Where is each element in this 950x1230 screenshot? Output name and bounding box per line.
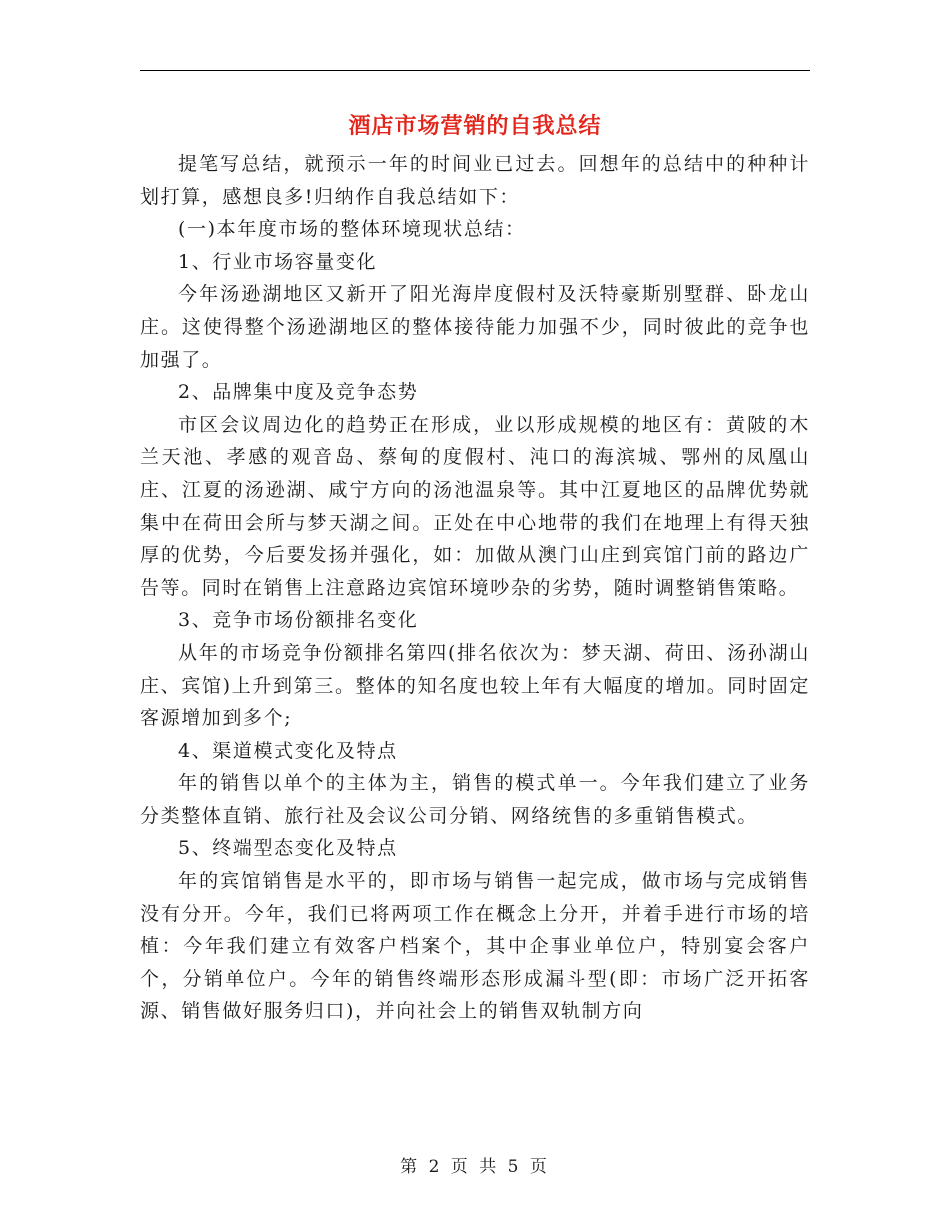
page-number: 第 2 页 共 5 页 <box>400 1157 550 1177</box>
section-heading: (一)本年度市场的整体环境现状总结： <box>178 218 526 241</box>
paragraph: 从年的市场竞争份额排名第四(排名依次为：梦天湖、荷田、汤孙湖山庄、宾馆)上升到第三。整体的知名度也较上年有大幅度的增加。同时固定客源增加到多个; <box>140 641 810 730</box>
paragraph: 市区会议周边化的趋势正在形成，业以形成规模的地区有：黄陂的木兰天池、孝感的观音岛、蔡甸的度假村、沌口的海滨城、鄂州的凤凰山庄、江夏的汤逊湖、咸宁方向的汤池温泉等。其中江夏地区的品牌优势就集中在荷田会所与梦天湖之间。正处在中心地带的我们在地理上有得天独厚的优势，今后要发扬并强化，如：加做从澳门山庄到宾馆门前的路边广告等。同时在销售上注意路边宾馆环境吵杂的劣势，随时调整销售策略。 <box>140 413 810 599</box>
paragraph: 提笔写总结，就预示一年的时间业已过去。回想年的总结中的种种计划打算，感想良多!归纳作自我总结如下： <box>140 153 810 208</box>
document-title: 酒店市场营销的自我总结 <box>348 113 602 139</box>
paragraph: 年的销售以单个的主体为主，销售的模式单一。今年我们建立了业务分类整体直销、旅行社及会议公司分销、网络统售的多重销售模式。 <box>140 772 810 827</box>
paragraph: 今年汤逊湖地区又新开了阳光海岸度假村及沃特豪斯别墅群、卧龙山庄。这使得整个汤逊湖地区的整体接待能力加强不少，同时彼此的竞争也加强了。 <box>140 283 810 371</box>
subheading: 3、竞争市场份额排名变化 <box>178 609 419 632</box>
subheading: 5、终端型态变化及特点 <box>178 837 398 860</box>
subheading: 1、行业市场容量变化 <box>178 250 378 273</box>
header-rule <box>140 70 810 71</box>
document-body <box>140 148 810 1028</box>
subheading: 4、渠道模式变化及特点 <box>178 739 398 762</box>
subheading: 2、品牌集中度及竞争态势 <box>178 381 419 404</box>
paragraph: 年的宾馆销售是水平的，即市场与销售一起完成，做市场与完成销售没有分开。今年，我们已将两项工作在概念上分开，并着手进行市场的培植：今年我们建立有效客户档案个，其中企事业单位户，特别宴会客户个，分销单位户。今年的销售终端形态形成漏斗型(即：市场广泛开拓客源、销售做好服务归口)，并向社会上的销售双轨制方向 <box>140 870 810 1023</box>
